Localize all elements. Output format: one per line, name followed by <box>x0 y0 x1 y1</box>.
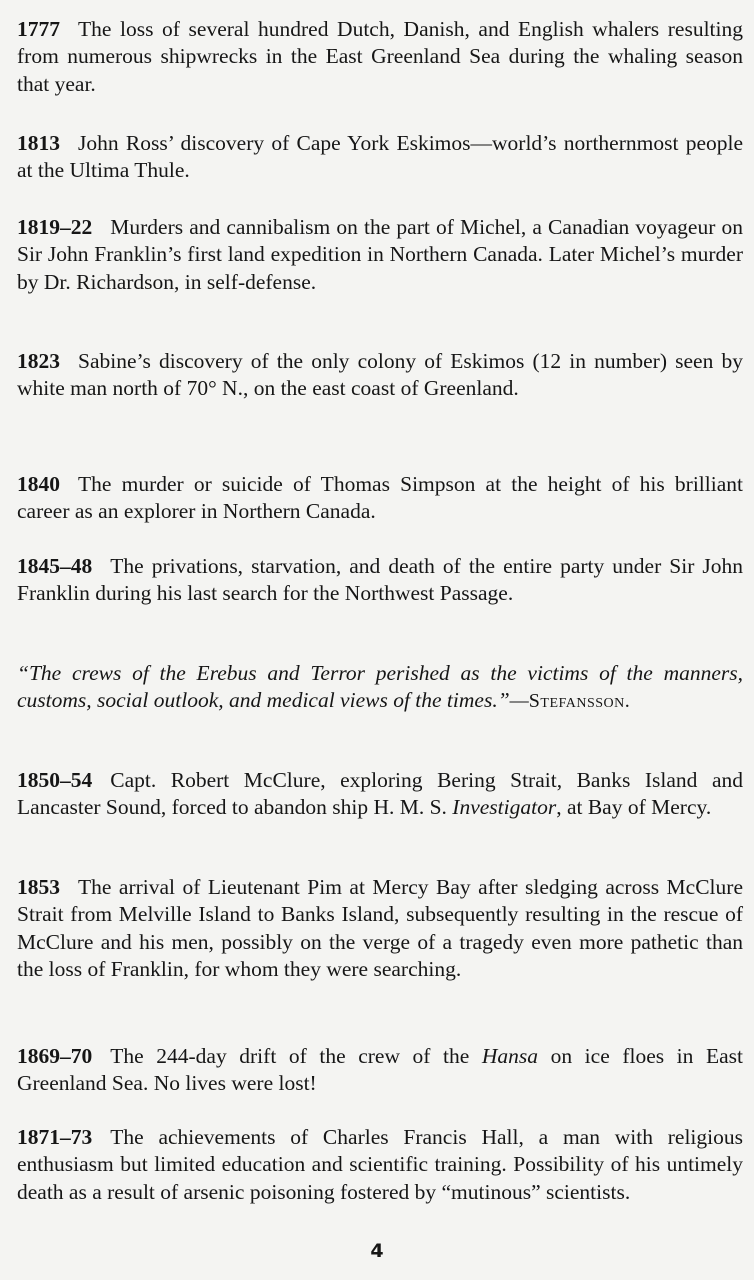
entry-year: 1845–48 <box>17 554 93 578</box>
entry-text: The arrival of Lieutenant Pim at Mercy Bay after sledging across McClure Strait from Melville Island to Banks Island, subsequently resulting in the rescue of McClure and his men, possibly on the verge of a tragedy even more pathetic than the loss of Franklin, for whom they were searching. <box>17 875 743 981</box>
quote-text: “The crews of the Erebus and Terror perished as the victims of the manners, customs, social outlook, and medical views of the times.”— <box>17 661 743 713</box>
entry-text: Sabine’s discovery of the only colony of Eskimos (12 in number) seen by white man north of 70° N., on the east coast of Greenland. <box>17 349 743 401</box>
entry-year: 1871–73 <box>17 1125 93 1149</box>
entry-year: 1777 <box>17 17 60 41</box>
entry-year: 1819–22 <box>17 215 93 239</box>
entry-year: 1853 <box>17 875 60 899</box>
entry-text: Murders and cannibalism on the part of Michel, a Canadian voyageur on Sir John Franklin’s first land expedition in Northern Canada. Later Michel’s murder by Dr. Richardson, in self-defense. <box>17 215 743 294</box>
entry-year: 1813 <box>17 131 60 155</box>
entry-1871-73 <box>17 1124 743 1206</box>
entry-text: The 244-day drift of the crew of the <box>110 1044 482 1068</box>
entry-text: The achievements of Charles Francis Hall, a man with religious enthusiasm but limited education and scientific training. Possibility of his untimely death as a result of arsenic poisoning fostered by “mutinous” scientists. <box>17 1125 743 1204</box>
entry-year: 1840 <box>17 472 60 496</box>
entry-1819-22 <box>17 214 743 296</box>
entry-text: John Ross’ discovery of Cape York Eskimos—world’s northernmost people at the Ultima Thule. <box>17 131 743 183</box>
page-number: 4 <box>370 1240 384 1262</box>
entry-1845-48 <box>17 553 743 608</box>
entry-1869-70 <box>17 1043 743 1098</box>
entry-1777 <box>17 16 743 98</box>
ship-name: Hansa <box>481 1044 539 1068</box>
entry-text: The privations, starvation, and death of the entire party under Sir John Franklin during his last search for the Northwest Passage. <box>17 554 743 606</box>
entry-text-end: , at Bay of Mercy. <box>556 795 712 820</box>
stefansson-quote <box>17 660 743 716</box>
entry-text-end: on ice floes in East Greenland Sea. No lives were lost! <box>17 1044 743 1096</box>
entry-text: The loss of several hundred Dutch, Danish, and English whalers resulting from numerous shipwrecks in the East Greenland Sea during the whaling season that year. <box>17 17 743 96</box>
entry-1823 <box>17 348 743 403</box>
entry-1850-54 <box>17 767 743 822</box>
entry-year: 1869–70 <box>17 1044 93 1068</box>
entry-1853 <box>17 874 743 983</box>
quote-attribution: Stefansson. <box>528 690 631 713</box>
entry-year: 1850–54 <box>17 768 93 792</box>
ship-name: Investigator <box>452 795 557 820</box>
entry-text: The murder or suicide of Thomas Simpson at the height of his brilliant career as an explorer in Northern Canada. <box>17 472 743 524</box>
entry-1840 <box>17 471 743 526</box>
entry-1813 <box>17 130 743 185</box>
entry-year: 1823 <box>17 349 60 373</box>
entry-text: Capt. Robert McClure, exploring Bering Strait, Banks Island and Lancaster Sound, forced to abandon ship H. M. S. <box>17 768 743 820</box>
